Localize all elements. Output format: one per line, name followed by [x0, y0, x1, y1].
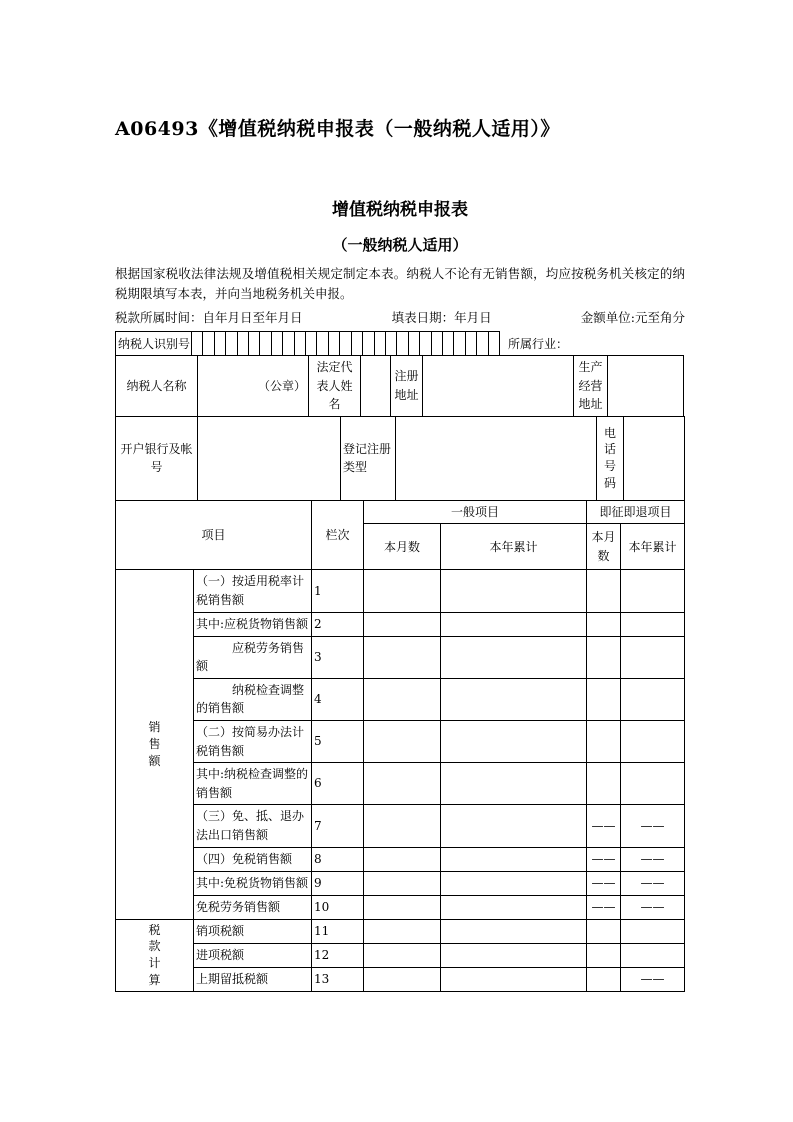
taxpayer-id-box[interactable] [294, 332, 305, 355]
value-cell[interactable] [364, 636, 441, 678]
row-item-label: 其中:免税货物销售额 [194, 871, 312, 895]
value-cell[interactable] [587, 763, 621, 805]
header-general-year: 本年累计 [441, 524, 587, 570]
reg-address-input-cell[interactable] [423, 356, 574, 417]
value-cell[interactable] [441, 678, 587, 720]
row-item-label: 其中:纳税检查调整的销售额 [194, 763, 312, 805]
taxpayer-id-box[interactable] [362, 332, 373, 355]
header-general-month: 本月数 [364, 524, 441, 570]
legal-rep-label: 法定代表人姓名 [309, 356, 361, 417]
value-cell[interactable] [587, 678, 621, 720]
row-number: 9 [312, 871, 364, 895]
value-cell[interactable]: —— [621, 895, 685, 919]
header-general: 一般项目 [364, 500, 587, 524]
row-item-label: 其中:应税货物销售额 [194, 612, 312, 636]
value-cell[interactable]: —— [621, 805, 685, 847]
row-group-label-text: 税款计算 [148, 922, 161, 987]
value-cell[interactable]: —— [587, 895, 621, 919]
row-number: 7 [312, 805, 364, 847]
row-item-label: 应税劳务销售额 [194, 636, 312, 678]
value-cell[interactable]: —— [621, 871, 685, 895]
value-cell[interactable] [364, 847, 441, 871]
row-number: 13 [312, 967, 364, 991]
table-row [116, 967, 685, 991]
taxpayer-id-box[interactable] [214, 332, 225, 355]
taxpayer-name-table [115, 355, 684, 417]
fill-date-label: 填表日期：年月日 [391, 310, 492, 325]
header-row-1 [116, 500, 685, 524]
taxpayer-id-box[interactable] [305, 332, 316, 355]
row-number: 10 [312, 895, 364, 919]
reg-address-label: 注册地址 [391, 356, 423, 417]
value-cell[interactable]: —— [587, 871, 621, 895]
header-instant-refund: 即征即退项目 [587, 500, 685, 524]
row-item-label: 纳税检查调整的销售额 [194, 678, 312, 720]
value-cell[interactable] [621, 943, 685, 967]
table-row [116, 720, 685, 762]
value-cell[interactable] [587, 636, 621, 678]
value-cell[interactable] [587, 943, 621, 967]
table-row [116, 847, 685, 871]
taxpayer-id-box[interactable] [271, 332, 282, 355]
table-row [116, 871, 685, 895]
amount-unit-label: 金额单位:元至角分 [580, 310, 685, 325]
table-row [116, 805, 685, 847]
value-cell[interactable]: —— [587, 805, 621, 847]
bank-account-input-cell[interactable] [198, 416, 341, 500]
value-cell[interactable] [621, 678, 685, 720]
industry-label: 所属行业： [508, 337, 569, 351]
main-table-head [116, 500, 685, 570]
row-item-label: 进项税额 [194, 943, 312, 967]
value-cell[interactable] [587, 720, 621, 762]
form-title: 增值税纳税申报表 [332, 200, 468, 220]
row-number: 4 [312, 678, 364, 720]
taxpayer-id-box[interactable] [202, 332, 213, 355]
page-title: A06493《增值税纳税申报表（一般纳税人适用）》 [115, 118, 560, 140]
value-cell[interactable] [621, 570, 685, 612]
taxpayer-id-box[interactable] [385, 332, 396, 355]
header-refund-year: 本年累计 [621, 524, 685, 570]
header-item: 项目 [116, 500, 312, 570]
seal-cell[interactable]: （公章） [198, 356, 309, 417]
legal-rep-input-cell[interactable] [361, 356, 391, 417]
table-row [116, 919, 685, 943]
phone-label [597, 416, 624, 500]
value-cell[interactable] [587, 919, 621, 943]
value-cell[interactable] [364, 919, 441, 943]
value-cell[interactable] [441, 967, 587, 991]
row-item-label: 上期留抵税额 [194, 967, 312, 991]
taxpayer-id-box[interactable] [374, 332, 385, 355]
value-cell[interactable] [441, 805, 587, 847]
row-number: 5 [312, 720, 364, 762]
value-cell[interactable] [364, 570, 441, 612]
table-row [116, 763, 685, 805]
production-address-input-cell[interactable] [608, 356, 684, 417]
taxpayer-id-box[interactable] [237, 332, 248, 355]
value-cell[interactable] [441, 612, 587, 636]
value-cell[interactable] [364, 805, 441, 847]
industry-cell[interactable] [500, 331, 685, 356]
row-item-label: （二）按简易办法计税销售额 [194, 720, 312, 762]
row-item-label: （一）按适用税率计税销售额 [194, 570, 312, 612]
form-instructions: 根据国家税收法律法规及增值税相关规定制定本表。纳税人不论有无销售额，均应按税务机关核定的纳税期限填写本表，并向当地税务机关申报。 [115, 266, 685, 301]
row-item-label: （四）免税销售额 [194, 847, 312, 871]
form-subtitle: （一般纳税人适用） [332, 236, 468, 254]
production-address-label: 生产经营地址 [574, 356, 608, 417]
value-cell[interactable] [364, 612, 441, 636]
taxpayer-id-box[interactable] [465, 332, 476, 355]
row-number: 2 [312, 612, 364, 636]
taxpayer-id-box[interactable] [488, 332, 499, 355]
table-row [116, 636, 685, 678]
taxpayer-id-box[interactable] [476, 332, 487, 355]
value-cell[interactable] [587, 612, 621, 636]
taxpayer-id-label: 纳税人识别号 [115, 331, 192, 356]
declaration-table [115, 500, 685, 992]
taxpayer-id-box[interactable] [316, 332, 327, 355]
value-cell[interactable] [587, 570, 621, 612]
row-number: 11 [312, 919, 364, 943]
value-cell[interactable] [441, 763, 587, 805]
value-cell[interactable] [441, 847, 587, 871]
table-row [116, 678, 685, 720]
value-cell[interactable] [364, 678, 441, 720]
table-row [116, 943, 685, 967]
row-number: 8 [312, 847, 364, 871]
value-cell[interactable] [441, 919, 587, 943]
row-number: 6 [312, 763, 364, 805]
value-cell[interactable] [364, 943, 441, 967]
taxpayer-id-box[interactable] [396, 332, 407, 355]
value-cell[interactable] [364, 895, 441, 919]
taxpayer-id-boxes [192, 331, 500, 356]
row-group-label [116, 919, 194, 991]
value-cell[interactable] [364, 720, 441, 762]
value-cell[interactable] [587, 967, 621, 991]
taxpayer-id-box[interactable] [259, 332, 270, 355]
value-cell[interactable] [621, 919, 685, 943]
table-row [116, 895, 685, 919]
bank-account-label: 开户银行及帐号 [116, 416, 198, 500]
value-cell[interactable] [621, 763, 685, 805]
value-cell[interactable]: —— [621, 967, 685, 991]
table-row [116, 570, 685, 612]
bank-account-table [115, 416, 685, 501]
taxpayer-id-box[interactable] [339, 332, 350, 355]
taxpayer-name-label: 纳税人名称 [116, 356, 198, 417]
value-cell[interactable] [441, 871, 587, 895]
value-cell[interactable] [441, 895, 587, 919]
value-cell[interactable] [441, 570, 587, 612]
row-group-label [116, 570, 194, 919]
value-cell[interactable] [441, 720, 587, 762]
phone-label-text: 电话号码 [603, 425, 616, 491]
row-number: 3 [312, 636, 364, 678]
phone-input-cell[interactable] [624, 416, 685, 500]
taxpayer-id-box[interactable] [408, 332, 419, 355]
taxpayer-id-box[interactable] [192, 332, 202, 355]
reg-type-input-cell[interactable] [396, 416, 597, 500]
row-item-label: （三）免、抵、退办法出口销售额 [194, 805, 312, 847]
row-item-label: 销项税额 [194, 919, 312, 943]
value-cell[interactable]: —— [587, 847, 621, 871]
main-table-body [116, 570, 685, 991]
value-cell[interactable]: —— [621, 847, 685, 871]
taxpayer-id-box[interactable] [431, 332, 442, 355]
taxpayer-id-box[interactable] [351, 332, 362, 355]
header-refund-month: 本月数 [587, 524, 621, 570]
value-cell[interactable] [621, 636, 685, 678]
taxpayer-id-box[interactable] [328, 332, 339, 355]
reg-type-label: 登记注册类型 [341, 416, 396, 500]
row-item-label: 免税劳务销售额 [194, 895, 312, 919]
taxpayer-id-box[interactable] [225, 332, 236, 355]
header-col-no: 栏次 [312, 500, 364, 570]
taxpayer-id-box[interactable] [419, 332, 430, 355]
value-cell[interactable] [621, 612, 685, 636]
value-cell[interactable] [364, 763, 441, 805]
value-cell[interactable] [364, 967, 441, 991]
row-number: 12 [312, 943, 364, 967]
meta-line [115, 308, 685, 328]
table-row [116, 612, 685, 636]
taxpayer-id-row [115, 331, 685, 356]
row-group-label-text: 销售额 [148, 720, 161, 768]
value-cell[interactable] [441, 636, 587, 678]
taxpayer-id-box[interactable] [282, 332, 293, 355]
value-cell[interactable] [441, 943, 587, 967]
taxpayer-id-box[interactable] [453, 332, 464, 355]
row-number: 1 [312, 570, 364, 612]
taxpayer-id-box[interactable] [442, 332, 453, 355]
taxpayer-id-box[interactable] [248, 332, 259, 355]
value-cell[interactable] [621, 720, 685, 762]
value-cell[interactable] [364, 871, 441, 895]
tax-period-label: 税款所属时间：自年月日至年月日 [115, 310, 303, 325]
